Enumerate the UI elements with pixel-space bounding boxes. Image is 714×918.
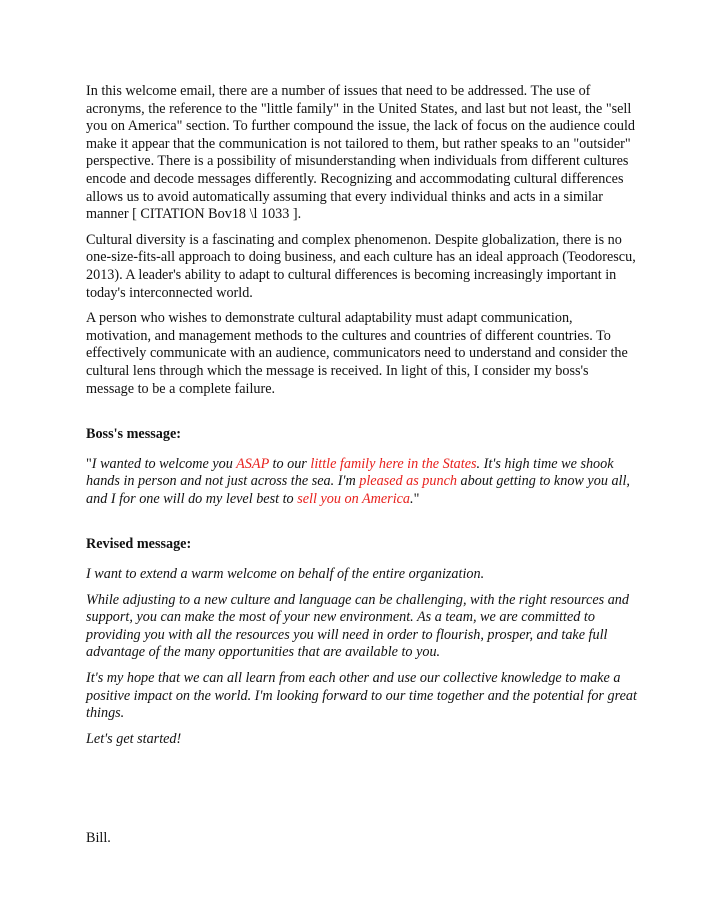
revised-paragraph-2: While adjusting to a new culture and language can be challenging, with the right resources and support, you can make the most of your new environment. As a team, we are committed to providing you with all the resources you will need in order to flourish, prosper, and take full advantage of the many opportunities that are available to you. [86,591,629,661]
revised-paragraph-1: I want to extend a warm welcome on behalf of the entire organization. [86,566,485,583]
highlight-pleased-as-punch: pleased as punch [359,473,457,490]
boss-text-1: I wanted to welcome you [91,455,237,472]
revised-paragraph-4: Let's get started! [86,730,182,747]
highlight-sell-you-on-america: sell you on America [297,490,411,507]
boss-text-2: to our [268,455,311,472]
boss-text-3: . It's high time we shook hands in person and not just across the sea. I'm [86,455,614,490]
boss-message-quote [86,456,638,509]
essay-paragraph-2: Cultural diversity is a fascinating and complex phenomenon. Despite globalization, there is no one-size-fits-all approach to doing business, and each culture has an ideal approach (Teodorescu, 2013). A leader's ability to adapt to cultural differences is becoming increasingly important in today's interconnected world. [86,231,636,301]
highlight-little-family: little family here in the States [310,455,477,472]
boss-message-heading: Boss's message: [86,426,181,443]
boss-text-4: about getting to know you all, and I for one will do my level best to [86,473,630,507]
boss-text-5: . [410,490,414,507]
signature: Bill. [86,830,111,846]
essay-paragraph-3: A person who wishes to demonstrate cultural adaptability must adapt communication, motivation, and management methods to the cultures and countries of different countries. To effectively communicate with an audience, communicators need to understand and consider the cultural lens through which the message is received. In light of this, I consider my boss's message to be a complete failure. [86,310,628,397]
highlight-asap: ASAP [236,455,269,472]
revised-paragraph-3: It's my hope that we can all learn from each other and use our collective knowledge to make a positive impact on the world. I'm looking forward to our time together and the potential for great things. [86,670,637,722]
close-quote: " [413,490,420,507]
essay-paragraph-1: In this welcome email, there are a number of issues that need to be addressed. The use of acronyms, the reference to the "little family" in the United States, and last but not least, the "sell you on America" section. To further compound the issue, the lack of focus on the audience could make it appear that the communication is not tailored to them, but rather speaks to an "outsider" perspective. There is a possibility of misunderstanding when individuals from different cultures encode and decode messages differently. Recognizing and accommodating cultural differences allows us to avoid automatically assuming that every individual thinks and acts in a similar manner [ CITATION Bov18 \l 1033 ]. [86,83,636,223]
open-quote: " [86,455,92,472]
revised-message-heading: Revised message: [86,536,192,553]
